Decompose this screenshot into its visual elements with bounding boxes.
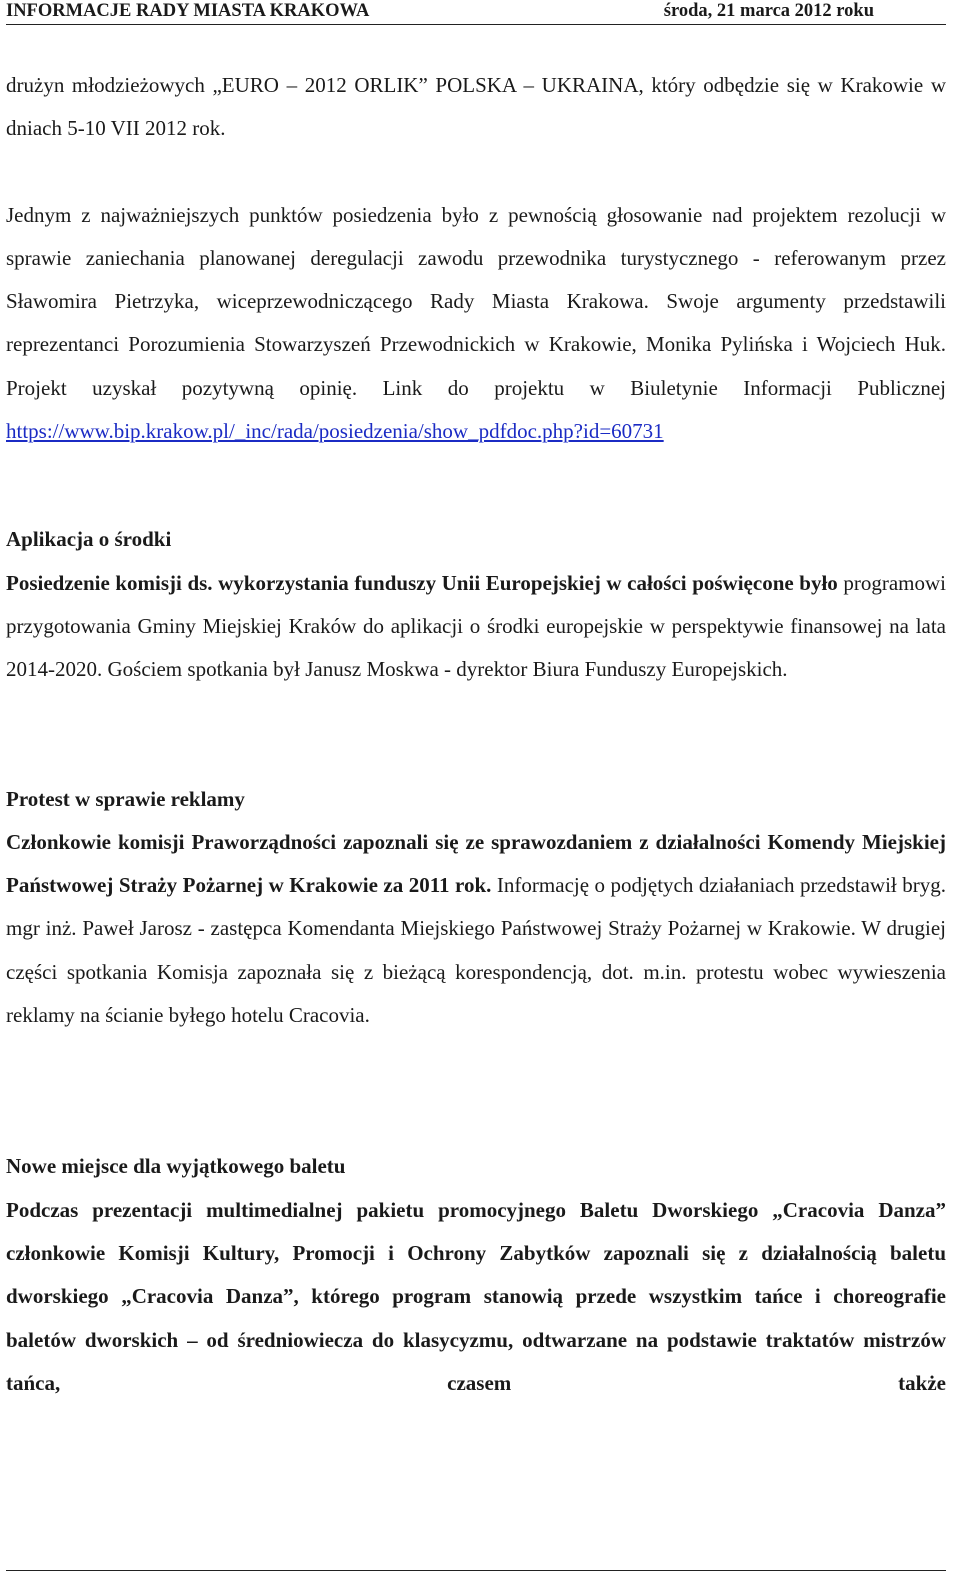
heading-aplikacja: Aplikacja o środki (6, 527, 172, 552)
balet-bold-body: Podczas prezentacji multimedialnej pakietu promocyjnego Baletu Dworskiego „Cracovia Danza” członkowie Komisji Kultury, Promocji i Ochrony Zabytków zapoznali się z działalnością baletu dworskiego „Cracovia Danza”, którego program stanowią przede wszystkim tańce i choreografie baletów dworskich – od średniowiecza do klasycyzmu, odtwarzane na podstawie traktatów mistrzów tańca, czasem także (6, 1197, 946, 1395)
intro-paragraph-1: drużyn młodzieżowych „EURO – 2012 ORLIK” POLSKA – UKRAINA, który odbędzie się w Krakowie w dniach 5-10 VII 2012 rok. (6, 73, 946, 141)
heading-protest: Protest w sprawie reklamy (6, 786, 245, 811)
protest-paragraph (6, 821, 946, 1037)
footer-rule (6, 1570, 946, 1571)
balet-paragraph (6, 1189, 946, 1405)
aplikacja-body: programowi przygotowania Gminy Miejskiej Kraków do aplikacji o środki europejskie w perspektywie finansowej na lata 2014-2020. Gościem spotkania był Janusz Moskwa - dyrektor Biura Funduszy Europejskich. (6, 570, 946, 682)
protest-bold-lead: Członkowie komisji Praworządności zapoznali się ze sprawozdaniem z działalności Komendy Miejskiej Państwowej Straży Pożarnej w Krakowie za 2011 rok. (6, 829, 946, 898)
aplikacja-paragraph (6, 562, 946, 692)
page-content (6, 64, 946, 1405)
bip-project-link[interactable]: https://www.bip.krakow.pl/_inc/rada/posiedzenia/show_pdfdoc.php?id=60731 (6, 419, 664, 444)
document-page (6, 0, 946, 1588)
intro-paragraph-2-text: Jednym z najważniejszych punktów posiedzenia było z pewnością głosowanie nad projektem rezolucji w sprawie zaniechania planowanej deregulacji zawodu przewodnika turystycznego - referowanym przez Sławomira Pietrzyka, wiceprzewodniczącego Rady Miasta Krakowa. Swoje argumenty przedstawili reprezentanci Porozumienia Stowarzyszeń Przewodnickich w Krakowie, Monika Pylińska i Wojciech Huk. Projekt uzyskał pozytywną opinię. Link do projektu w Biuletynie Informacji Publicznej (6, 202, 946, 400)
protest-body: Informację o podjętych działaniach przedstawił bryg. mgr inż. Paweł Jarosz - zastępca Komendanta Miejskiego Państwowej Straży Pożarnej w Krakowie. W drugiej części spotkania Komisja zapoznała się z bieżącą korespondencją, dot. m.in. protestu wobec wywieszenia reklamy na ścianie byłego hotelu Cracovia. (6, 873, 946, 1028)
header-title: INFORMACJE RADY MIASTA KRAKOWA (6, 1, 370, 21)
intro-paragraph-2 (6, 194, 946, 454)
page-header (6, 0, 946, 25)
header-date: środa, 21 marca 2012 roku (663, 1, 874, 21)
heading-balet: Nowe miejsce dla wyjątkowego baletu (6, 1154, 346, 1179)
aplikacja-bold-lead: Posiedzenie komisji ds. wykorzystania funduszy Unii Europejskiej w całości poświęcone było (6, 570, 838, 595)
